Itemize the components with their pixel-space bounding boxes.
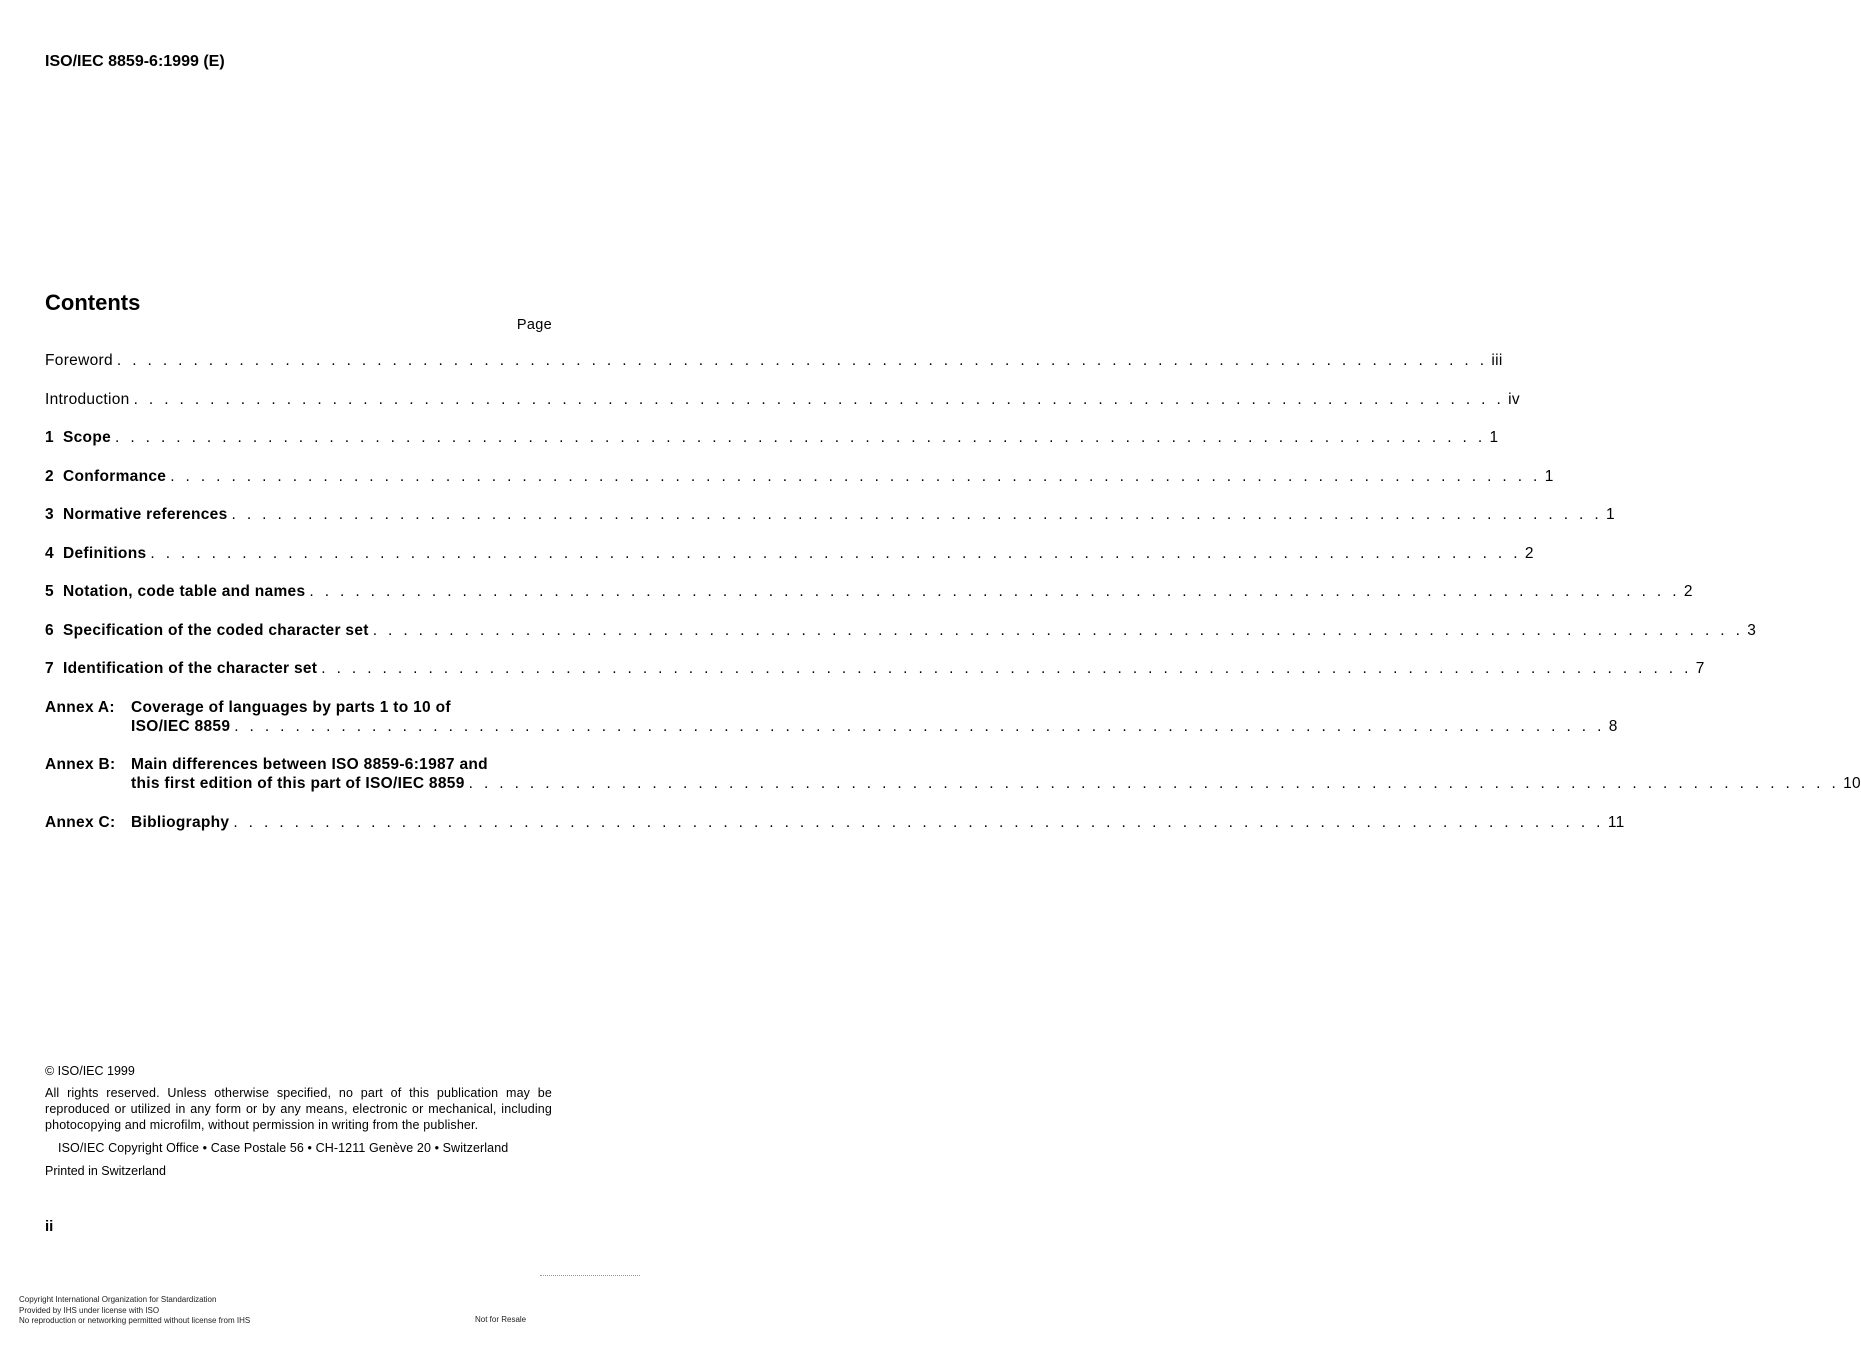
copyright-office-address: ISO/IEC Copyright Office • Case Postale 56 • CH-1211 Genève 20 • Switzerland xyxy=(58,1141,509,1155)
toc-entry xyxy=(45,544,1534,563)
toc-annex-prefix: Annex B: xyxy=(45,756,116,773)
toc-annex-page: 10 xyxy=(1843,775,1861,792)
contents-title: Contents xyxy=(45,290,141,315)
toc-annex-page: 11 xyxy=(1607,813,1625,831)
scan-artifact xyxy=(540,1275,640,1278)
toc-entry-label: Scope xyxy=(63,429,112,446)
toc-line xyxy=(45,621,1757,640)
toc-line xyxy=(45,582,1693,601)
toc-entry-label: Specification of the coded character set xyxy=(63,621,369,639)
toc-leader-dots: . . . . . . . . . . . . . . . . . . . . . . . . . . . . . . . . . . . . . . . . . . . . . . . . . . . . . . . . . . . . . . . . . . . . . . . . . . . . . . . . . . . . . . . . . . xyxy=(321,660,1692,677)
toc-entry-page: iv xyxy=(1508,390,1520,408)
toc-leader-dots: . . . . . . . . . . . . . . . . . . . . . . . . . . . . . . . . . . . . . . . . . . . . . . . . . . . . . . . . . . . . . . . . . . . . . . . . . . . . . . . . . . . . . . . . . . xyxy=(234,717,1605,735)
footer-line-1: Copyright International Organization for Standardization xyxy=(19,1295,217,1304)
toc-leader-dots: . . . . . . . . . . . . . . . . . . . . . . . . . . . . . . . . . . . . . . . . . . . . . . . . . . . . . . . . . . . . . . . . . . . . . . . . . . . . . . . . . . . . . . . . . . xyxy=(170,467,1541,485)
toc-entry-label: Normative references xyxy=(63,506,228,523)
toc-entry-page: 1 xyxy=(1606,506,1615,523)
footer-line-2: Provided by IHS under license with ISO xyxy=(19,1305,160,1315)
toc-entry-page: 2 xyxy=(1683,583,1693,600)
toc-entry xyxy=(45,467,1554,486)
not-for-resale-note: Not for Resale xyxy=(475,1315,527,1324)
toc-entry xyxy=(45,659,1705,678)
toc-entry-label: Identification of the character set xyxy=(63,660,318,677)
toc-line xyxy=(45,390,1520,409)
toc-entry-page: 2 xyxy=(1524,544,1534,562)
toc-line xyxy=(45,659,1705,678)
toc-entry-number: 5 xyxy=(45,583,54,600)
toc-annex-title: Coverage of languages by parts 1 to 10 of xyxy=(131,698,451,716)
toc-entry-number: 2 xyxy=(45,467,54,485)
toc-annex-prefix: Annex C: xyxy=(45,813,116,831)
toc-annex-title: Bibliography xyxy=(131,813,230,831)
toc-entry-page: 3 xyxy=(1747,621,1757,639)
toc-line xyxy=(45,428,1499,447)
toc-entry xyxy=(45,390,1520,409)
toc-entry xyxy=(45,505,1615,524)
toc-leader-dots: . . . . . . . . . . . . . . . . . . . . . . . . . . . . . . . . . . . . . . . . . . . . . . . . . . . . . . . . . . . . . . . . . . . . . . . . . . . . . . . . . . . . . . . . . . xyxy=(116,352,1488,369)
toc-annex-line xyxy=(45,774,1861,793)
toc-entries xyxy=(45,351,1757,678)
toc-leader-dots: . . . . . . . . . . . . . . . . . . . . . . . . . . . . . . . . . . . . . . . . . . . . . . . . . . . . . . . . . . . . . . . . . . . . . . . . . . . . . . . . . . . . . . . . . . xyxy=(372,621,1744,639)
toc-entry-label: Notation, code table and names xyxy=(63,583,306,600)
toc-entry-number: 1 xyxy=(45,429,54,446)
table-of-contents xyxy=(45,351,1861,851)
toc-leader-dots: . . . . . . . . . . . . . . . . . . . . . . . . . . . . . . . . . . . . . . . . . . . . . . . . . . . . . . . . . . . . . . . . . . . . . . . . . . . . . . . . . . . . . . . . . . xyxy=(468,775,1840,792)
page-number: ii xyxy=(45,1218,54,1235)
toc-entry-number: 4 xyxy=(45,544,54,562)
toc-entry-label: Conformance xyxy=(63,467,167,485)
toc-annex-title-cont: ISO/IEC 8859 xyxy=(131,717,231,735)
printed-in: Printed in Switzerland xyxy=(45,1164,166,1178)
toc-entry-page: iii xyxy=(1491,352,1503,369)
toc-line xyxy=(45,351,1503,370)
toc-annexes xyxy=(45,698,1861,832)
footer-line-3: No reproduction or networking permitted without license from IHS xyxy=(19,1316,251,1325)
toc-entry-page: 7 xyxy=(1695,660,1705,677)
toc-entry-label: Definitions xyxy=(63,544,147,562)
toc-annex-title: Main differences between ISO 8859-6:1987 and xyxy=(131,756,488,773)
toc-entry-label: Foreword xyxy=(45,352,113,369)
toc-leader-dots: . . . . . . . . . . . . . . . . . . . . . . . . . . . . . . . . . . . . . . . . . . . . . . . . . . . . . . . . . . . . . . . . . . . . . . . . . . . . . . . . . . . . . . . . . . xyxy=(115,429,1486,446)
toc-entry-number: 6 xyxy=(45,621,54,639)
document-id: ISO/IEC 8859-6:1999 (E) xyxy=(45,53,225,70)
toc-annex-line xyxy=(45,755,552,774)
toc-entry xyxy=(45,351,1503,370)
toc-entry xyxy=(45,621,1757,640)
toc-annex-line xyxy=(45,813,1625,832)
toc-annex-line xyxy=(45,698,552,717)
toc-entry xyxy=(45,428,1499,447)
toc-entry-number: 7 xyxy=(45,660,54,677)
toc-leader-dots: . . . . . . . . . . . . . . . . . . . . . . . . . . . . . . . . . . . . . . . . . . . . . . . . . . . . . . . . . . . . . . . . . . . . . . . . . . . . . . . . . . . . . . . . . . xyxy=(309,583,1680,600)
toc-annex-entry xyxy=(45,813,1625,832)
rights-statement: All rights reserved. Unless otherwise specified, no part of this publication may be reproduced or utilized in any form or by any means, electronic or mechanical, including photocopying and microfilm, without permission in writing from the publisher. xyxy=(45,1086,552,1132)
toc-line xyxy=(45,505,1615,524)
toc-entry-page: 1 xyxy=(1489,429,1499,446)
copyright-block xyxy=(45,1063,552,1179)
toc-entry-label: Introduction xyxy=(45,390,130,408)
toc-entry-number: 3 xyxy=(45,506,54,523)
toc-leader-dots: . . . . . . . . . . . . . . . . . . . . . . . . . . . . . . . . . . . . . . . . . . . . . . . . . . . . . . . . . . . . . . . . . . . . . . . . . . . . . . . . . . . . . . . . . . xyxy=(150,544,1521,562)
toc-annex-title-cont: this first edition of this part of ISO/IEC 8859 xyxy=(131,775,465,792)
copyright-line: © ISO/IEC 1999 xyxy=(45,1064,135,1078)
page-column-label: Page xyxy=(516,317,552,333)
toc-annex-page: 8 xyxy=(1608,717,1618,735)
toc-entry xyxy=(45,582,1693,601)
toc-annex-entry xyxy=(45,698,1618,736)
toc-leader-dots: . . . . . . . . . . . . . . . . . . . . . . . . . . . . . . . . . . . . . . . . . . . . . . . . . . . . . . . . . . . . . . . . . . . . . . . . . . . . . . . . . . . . . . . . . . xyxy=(233,813,1604,831)
toc-leader-dots: . . . . . . . . . . . . . . . . . . . . . . . . . . . . . . . . . . . . . . . . . . . . . . . . . . . . . . . . . . . . . . . . . . . . . . . . . . . . . . . . . . . . . . . . . . xyxy=(231,506,1603,523)
toc-annex-line xyxy=(45,717,1618,736)
toc-line xyxy=(45,467,1554,486)
toc-leader-dots: . . . . . . . . . . . . . . . . . . . . . . . . . . . . . . . . . . . . . . . . . . . . . . . . . . . . . . . . . . . . . . . . . . . . . . . . . . . . . . . . . . . . . . . . . . xyxy=(133,390,1505,408)
toc-entry-page: 1 xyxy=(1544,467,1554,485)
toc-annex-prefix: Annex A: xyxy=(45,698,115,716)
license-footer xyxy=(19,1295,250,1327)
toc-line xyxy=(45,544,1534,563)
toc-annex-entry xyxy=(45,755,1861,793)
